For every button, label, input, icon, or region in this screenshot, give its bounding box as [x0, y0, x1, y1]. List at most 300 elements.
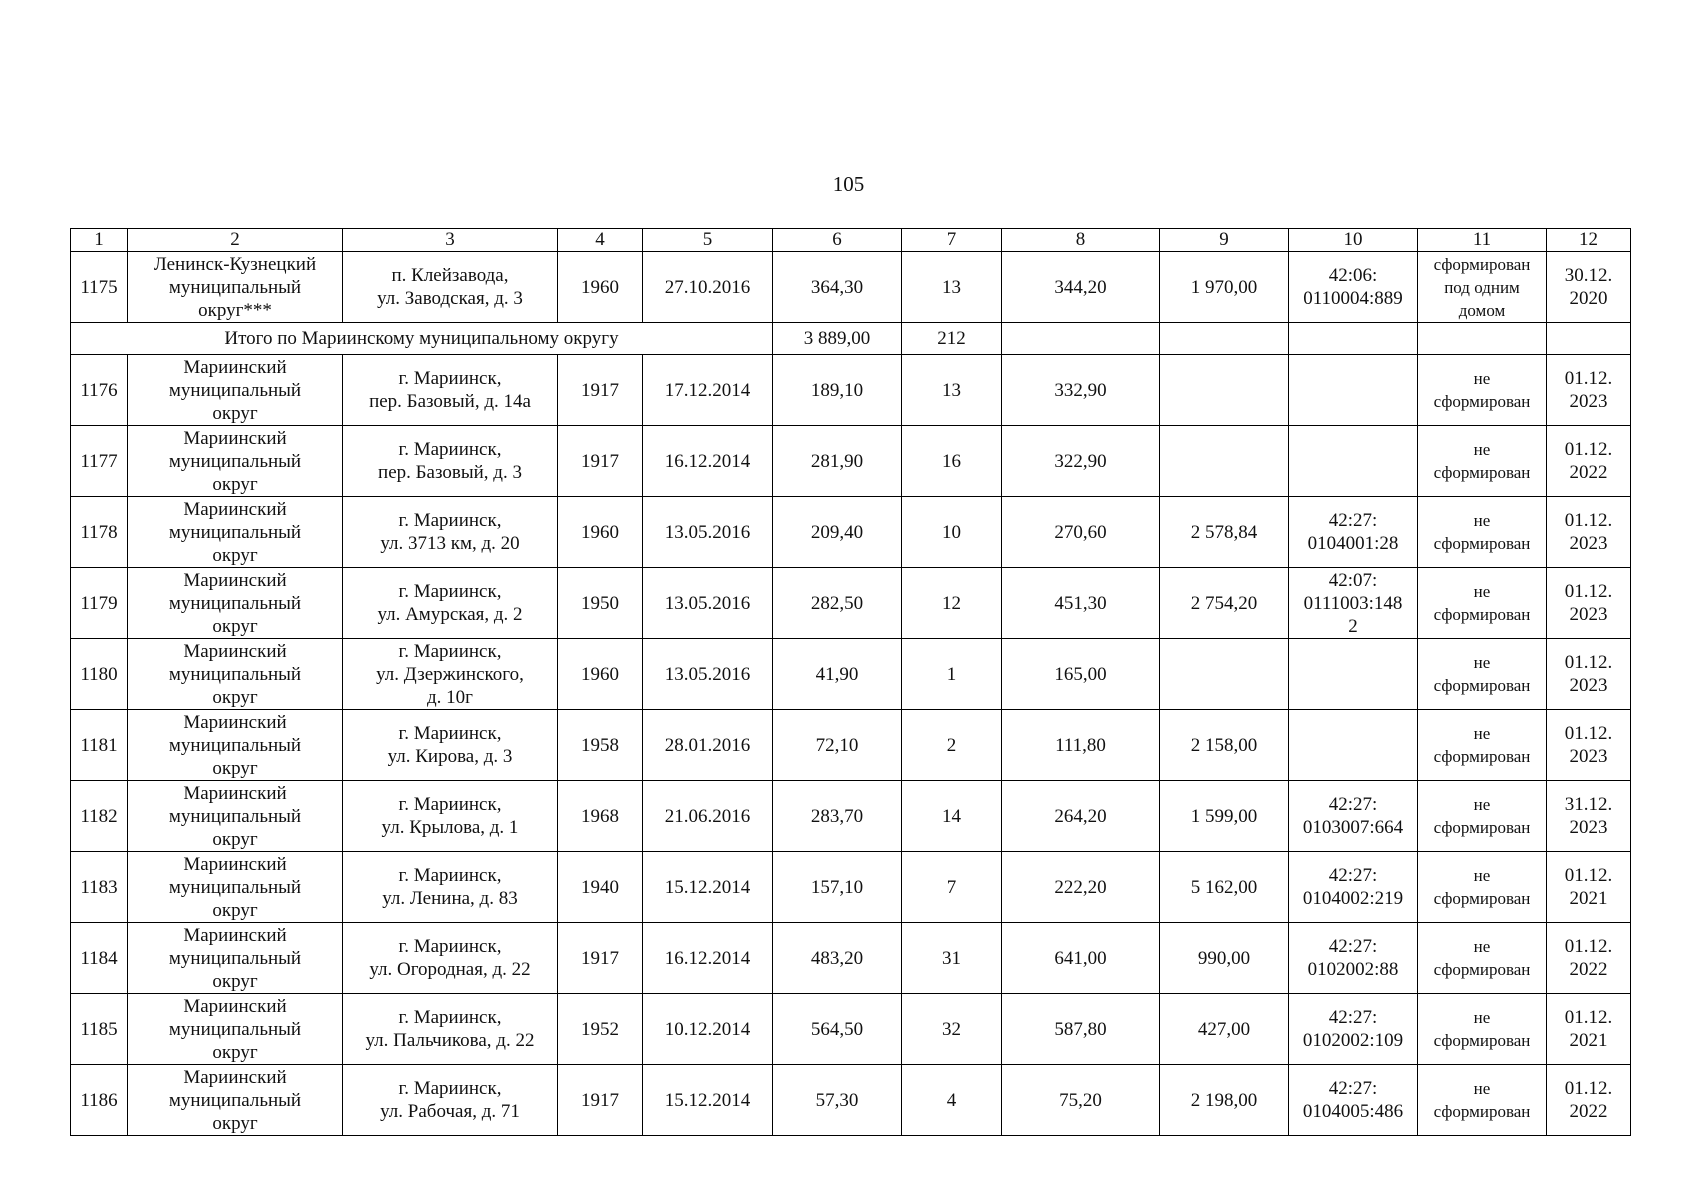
area-cell: 564,50	[773, 994, 902, 1065]
cadastral-number-cell-line: 0111003:148	[1303, 592, 1403, 614]
deadline-cell-line: 31.12.	[1564, 794, 1613, 815]
address-cell-line: ул. Огородная, д. 22	[369, 959, 531, 980]
cadastral-number-cell-line: 0104001:28	[1307, 533, 1399, 554]
cadastral-number-cell	[1289, 781, 1418, 852]
cadastral-number-cell	[1289, 252, 1418, 323]
land-status-cell-line: сформирован	[1433, 889, 1531, 908]
municipality-cell-line: округ	[212, 615, 258, 637]
year-cell: 1940	[558, 852, 643, 923]
land-status-cell	[1418, 1065, 1547, 1136]
municipality-cell-line: муниципальный	[168, 876, 302, 898]
land-status-cell	[1418, 852, 1547, 923]
cadastral-number-cell	[1289, 1065, 1418, 1136]
deadline-cell	[1547, 923, 1631, 994]
column-9-cell: 2 754,20	[1160, 568, 1289, 639]
empty-cell	[1002, 323, 1160, 355]
municipality-cell-line: Мариинский	[183, 427, 287, 449]
row-number-cell: 1178	[71, 497, 128, 568]
cadastral-number-cell-line: 42:27:	[1328, 1007, 1378, 1028]
address-cell	[343, 781, 558, 852]
municipality-cell-line: Мариинский	[183, 995, 287, 1017]
land-status-cell-line: сформирован	[1433, 605, 1531, 624]
land-status-cell-line: под одним	[1444, 277, 1520, 297]
column-9-cell	[1160, 426, 1289, 497]
address-cell-line: г. Мариинск,	[398, 794, 502, 815]
municipality-cell-line: округ	[212, 899, 258, 921]
address-cell-line: пер. Базовый, д. 3	[378, 462, 522, 483]
address-cell-line: пер. Базовый, д. 14а	[369, 391, 531, 412]
column-8-cell: 75,20	[1002, 1065, 1160, 1136]
municipality-cell-line: Мариинский	[183, 498, 287, 520]
column-9-cell	[1160, 639, 1289, 710]
address-cell-line: г. Мариинск,	[398, 581, 502, 602]
municipality-cell-line: округ	[212, 1041, 258, 1063]
land-status-cell-line: сформирован	[1433, 463, 1531, 482]
municipality-cell-line: округ	[212, 757, 258, 779]
municipality-cell-line: Мариинский	[183, 356, 287, 378]
table-row	[71, 639, 1631, 710]
municipality-cell-line: муниципальный	[168, 805, 302, 827]
deadline-cell-line: 01.12.	[1564, 652, 1613, 673]
row-number-cell: 1180	[71, 639, 128, 710]
area-cell: 41,90	[773, 639, 902, 710]
municipality-cell-line: муниципальный	[168, 947, 302, 969]
land-status-cell-line: сформирован	[1433, 818, 1531, 837]
cadastral-number-cell-line	[1293, 438, 1413, 461]
column-8-cell: 222,20	[1002, 852, 1160, 923]
land-status-cell-line: не	[1473, 795, 1491, 814]
date-cell: 15.12.2014	[643, 852, 773, 923]
land-status-cell	[1418, 639, 1547, 710]
date-cell: 13.05.2016	[643, 639, 773, 710]
deadline-cell	[1547, 710, 1631, 781]
municipality-cell-line: округ	[212, 402, 258, 424]
deadline-cell	[1547, 497, 1631, 568]
land-status-cell-line: сформирован	[1433, 747, 1531, 766]
row-number-cell: 1185	[71, 994, 128, 1065]
housing-registry-table	[70, 228, 1631, 1136]
cadastral-number-cell-line	[1293, 674, 1413, 697]
municipality-cell-line: Мариинский	[183, 924, 287, 946]
deadline-cell-line: 30.12.	[1564, 265, 1613, 286]
municipality-cell-line: округ	[212, 473, 258, 495]
residents-cell: 1	[902, 639, 1002, 710]
table-row	[71, 710, 1631, 781]
municipality-cell-line: муниципальный	[168, 379, 302, 401]
column-9-cell: 5 162,00	[1160, 852, 1289, 923]
deadline-cell-line: 2022	[1569, 462, 1608, 483]
municipality-cell-line: муниципальный	[168, 592, 302, 614]
table-row	[71, 781, 1631, 852]
address-cell-line: г. Мариинск,	[398, 439, 502, 460]
address-cell-line: ул. Рабочая, д. 71	[380, 1101, 520, 1122]
land-status-cell-line: не	[1473, 724, 1491, 743]
address-cell-line: г. Мариинск,	[398, 865, 502, 886]
cadastral-number-cell-line: 0103007:664	[1302, 817, 1404, 838]
row-number-cell: 1179	[71, 568, 128, 639]
land-status-cell	[1418, 355, 1547, 426]
municipality-cell-line: муниципальный	[168, 1089, 302, 1111]
land-status-cell-line: не	[1473, 1079, 1491, 1098]
deadline-cell-line: 2021	[1569, 1030, 1608, 1051]
column-number-cell: 7	[902, 229, 1002, 252]
land-status-cell	[1418, 568, 1547, 639]
table-row	[71, 497, 1631, 568]
year-cell: 1917	[558, 355, 643, 426]
address-cell	[343, 710, 558, 781]
row-number-cell: 1181	[71, 710, 128, 781]
column-9-cell: 427,00	[1160, 994, 1289, 1065]
column-9-cell: 2 158,00	[1160, 710, 1289, 781]
deadline-cell-line: 01.12.	[1564, 510, 1613, 531]
address-cell	[343, 923, 558, 994]
address-cell-line: д. 10г	[427, 686, 473, 708]
year-cell: 1958	[558, 710, 643, 781]
municipality-cell-line: Мариинский	[183, 782, 287, 804]
table-row	[71, 1065, 1631, 1136]
land-status-cell-line: сформирован	[1433, 676, 1531, 695]
address-cell	[343, 426, 558, 497]
table-row	[71, 252, 1631, 323]
residents-cell: 14	[902, 781, 1002, 852]
total-area-cell: 3 889,00	[773, 323, 902, 355]
land-status-cell-line: сформирован	[1433, 254, 1531, 274]
column-number-cell: 3	[343, 229, 558, 252]
column-8-cell: 332,90	[1002, 355, 1160, 426]
deadline-cell	[1547, 852, 1631, 923]
deadline-cell-line: 01.12.	[1564, 1078, 1613, 1099]
municipality-cell-line: муниципальный	[168, 521, 302, 543]
cadastral-number-cell	[1289, 639, 1418, 710]
area-cell: 283,70	[773, 781, 902, 852]
cadastral-number-cell	[1289, 568, 1418, 639]
area-cell: 72,10	[773, 710, 902, 781]
cadastral-number-cell	[1289, 426, 1418, 497]
deadline-cell	[1547, 994, 1631, 1065]
land-status-cell-line: не	[1473, 369, 1491, 388]
deadline-cell-line: 2022	[1569, 1101, 1608, 1122]
municipality-cell	[128, 994, 343, 1065]
address-cell-line: п. Клейзавода,	[391, 265, 509, 286]
address-cell-line: г. Мариинск,	[398, 640, 502, 662]
column-number-cell: 5	[643, 229, 773, 252]
date-cell: 27.10.2016	[643, 252, 773, 323]
cadastral-number-cell-line	[1293, 390, 1413, 413]
cadastral-number-cell-line: 42:27:	[1328, 936, 1378, 957]
area-cell: 189,10	[773, 355, 902, 426]
area-cell: 483,20	[773, 923, 902, 994]
cadastral-number-cell-line	[1293, 367, 1413, 390]
municipality-cell-line: округ	[212, 544, 258, 566]
column-8-cell: 165,00	[1002, 639, 1160, 710]
residents-cell: 31	[902, 923, 1002, 994]
table-row	[71, 426, 1631, 497]
address-cell-line: г. Мариинск,	[398, 1078, 502, 1099]
land-status-cell	[1418, 994, 1547, 1065]
municipality-cell-line: округ	[212, 828, 258, 850]
municipality-cell-line: Мариинский	[183, 853, 287, 875]
municipality-cell	[128, 426, 343, 497]
residents-cell: 32	[902, 994, 1002, 1065]
year-cell: 1917	[558, 923, 643, 994]
deadline-cell-line: 2023	[1569, 817, 1608, 838]
municipality-cell-line: муниципальный	[168, 276, 302, 298]
area-cell: 282,50	[773, 568, 902, 639]
total-row	[71, 323, 1631, 355]
municipality-cell	[128, 852, 343, 923]
municipality-cell-line: Мариинский	[183, 569, 287, 591]
row-number-cell: 1184	[71, 923, 128, 994]
municipality-cell-line: муниципальный	[168, 734, 302, 756]
year-cell: 1917	[558, 426, 643, 497]
deadline-cell	[1547, 252, 1631, 323]
column-8-cell: 587,80	[1002, 994, 1160, 1065]
land-status-cell	[1418, 923, 1547, 994]
municipality-cell	[128, 781, 343, 852]
cadastral-number-cell	[1289, 710, 1418, 781]
column-number-cell: 2	[128, 229, 343, 252]
municipality-cell	[128, 252, 343, 323]
deadline-cell	[1547, 355, 1631, 426]
area-cell: 281,90	[773, 426, 902, 497]
column-8-cell: 344,20	[1002, 252, 1160, 323]
cadastral-number-cell-line: 0102002:88	[1307, 959, 1399, 980]
column-9-cell: 1 970,00	[1160, 252, 1289, 323]
column-number-cell: 12	[1547, 229, 1631, 252]
address-cell-line: ул. 3713 км, д. 20	[380, 533, 520, 554]
area-cell: 364,30	[773, 252, 902, 323]
cadastral-number-cell-line: 0104005:486	[1302, 1101, 1404, 1122]
row-number-cell: 1182	[71, 781, 128, 852]
municipality-cell-line: округ***	[198, 299, 272, 321]
address-cell	[343, 497, 558, 568]
cadastral-number-cell-line: 42:27:	[1328, 510, 1378, 531]
residents-cell: 4	[902, 1065, 1002, 1136]
deadline-cell-line: 2020	[1569, 288, 1608, 309]
residents-cell: 10	[902, 497, 1002, 568]
empty-cell	[1160, 323, 1289, 355]
address-cell	[343, 994, 558, 1065]
residents-cell: 13	[902, 355, 1002, 426]
municipality-cell-line: Мариинский	[183, 1066, 287, 1088]
column-number-cell: 8	[1002, 229, 1160, 252]
cadastral-number-cell-line: 2	[1348, 615, 1358, 637]
year-cell: 1960	[558, 639, 643, 710]
municipality-cell-line: Ленинск-Кузнецкий	[153, 253, 317, 275]
total-label: Итого по Мариинскому муниципальному округу	[71, 323, 773, 355]
column-8-cell: 111,80	[1002, 710, 1160, 781]
column-8-cell: 322,90	[1002, 426, 1160, 497]
deadline-cell-line: 01.12.	[1564, 723, 1613, 744]
date-cell: 15.12.2014	[643, 1065, 773, 1136]
column-8-cell: 264,20	[1002, 781, 1160, 852]
year-cell: 1960	[558, 497, 643, 568]
address-cell-line: ул. Амурская, д. 2	[377, 604, 523, 625]
address-cell	[343, 355, 558, 426]
deadline-cell-line: 01.12.	[1564, 368, 1613, 389]
residents-cell: 2	[902, 710, 1002, 781]
address-cell	[343, 568, 558, 639]
column-number-cell: 10	[1289, 229, 1418, 252]
date-cell: 16.12.2014	[643, 426, 773, 497]
column-8-cell: 270,60	[1002, 497, 1160, 568]
land-status-cell	[1418, 497, 1547, 568]
address-cell-line: ул. Ленина, д. 83	[382, 888, 518, 909]
cadastral-number-cell-line: 0104002:219	[1302, 888, 1404, 909]
land-status-cell-line: сформирован	[1433, 392, 1531, 411]
date-cell: 13.05.2016	[643, 568, 773, 639]
address-cell-line: г. Мариинск,	[398, 1007, 502, 1028]
address-cell	[343, 1065, 558, 1136]
deadline-cell	[1547, 1065, 1631, 1136]
row-number-cell: 1175	[71, 252, 128, 323]
year-cell: 1952	[558, 994, 643, 1065]
land-status-cell-line: не	[1473, 440, 1491, 459]
cadastral-number-cell-line: 0110004:889	[1303, 288, 1403, 309]
table-row	[71, 994, 1631, 1065]
date-cell: 17.12.2014	[643, 355, 773, 426]
row-number-cell: 1176	[71, 355, 128, 426]
column-number-cell: 11	[1418, 229, 1547, 252]
land-status-cell-line: не	[1473, 937, 1491, 956]
municipality-cell-line: округ	[212, 1112, 258, 1134]
land-status-cell-line: сформирован	[1433, 1031, 1531, 1050]
municipality-cell-line: округ	[212, 686, 258, 708]
cadastral-number-cell-line	[1293, 461, 1413, 484]
deadline-cell	[1547, 639, 1631, 710]
table-row	[71, 852, 1631, 923]
date-cell: 13.05.2016	[643, 497, 773, 568]
land-status-cell-line: сформирован	[1433, 1102, 1531, 1121]
address-cell-line: ул. Пальчикова, д. 22	[365, 1030, 535, 1051]
residents-cell: 12	[902, 568, 1002, 639]
year-cell: 1968	[558, 781, 643, 852]
deadline-cell	[1547, 781, 1631, 852]
column-9-cell: 2 578,84	[1160, 497, 1289, 568]
cadastral-number-cell-line	[1293, 745, 1413, 768]
table-row	[71, 923, 1631, 994]
address-cell	[343, 639, 558, 710]
column-9-cell	[1160, 355, 1289, 426]
deadline-cell-line: 2023	[1569, 533, 1608, 554]
municipality-cell	[128, 497, 343, 568]
municipality-cell	[128, 923, 343, 994]
empty-cell	[1418, 323, 1547, 355]
municipality-cell	[128, 639, 343, 710]
column-number-row	[71, 229, 1631, 252]
cadastral-number-cell-line	[1293, 722, 1413, 745]
land-status-cell	[1418, 252, 1547, 323]
column-9-cell: 2 198,00	[1160, 1065, 1289, 1136]
deadline-cell-line: 01.12.	[1564, 865, 1613, 886]
cadastral-number-cell	[1289, 994, 1418, 1065]
deadline-cell-line: 01.12.	[1564, 581, 1613, 602]
cadastral-number-cell-line: 42:27:	[1328, 794, 1378, 815]
deadline-cell-line: 2023	[1569, 746, 1608, 767]
land-status-cell-line: не	[1473, 511, 1491, 530]
address-cell-line: ул. Заводская, д. 3	[377, 288, 523, 309]
date-cell: 10.12.2014	[643, 994, 773, 1065]
cadastral-number-cell-line: 42:27:	[1328, 1078, 1378, 1099]
deadline-cell-line: 2021	[1569, 888, 1608, 909]
cadastral-number-cell	[1289, 852, 1418, 923]
cadastral-number-cell	[1289, 355, 1418, 426]
land-status-cell-line: сформирован	[1433, 534, 1531, 553]
residents-cell: 13	[902, 252, 1002, 323]
table-row	[71, 568, 1631, 639]
column-number-cell: 1	[71, 229, 128, 252]
deadline-cell-line: 01.12.	[1564, 936, 1613, 957]
cadastral-number-cell-line	[1293, 651, 1413, 674]
deadline-cell-line: 2023	[1569, 391, 1608, 412]
table-row	[71, 355, 1631, 426]
date-cell: 28.01.2016	[643, 710, 773, 781]
total-residents-cell: 212	[902, 323, 1002, 355]
empty-cell	[1547, 323, 1631, 355]
page-number: 105	[832, 172, 865, 196]
address-cell-line: г. Мариинск,	[398, 510, 502, 531]
residents-cell: 7	[902, 852, 1002, 923]
land-status-cell-line: сформирован	[1433, 960, 1531, 979]
deadline-cell-line: 2023	[1569, 604, 1608, 625]
address-cell-line: ул. Крылова, д. 1	[381, 817, 519, 838]
address-cell-line: г. Мариинск,	[398, 723, 502, 744]
land-status-cell	[1418, 426, 1547, 497]
land-status-cell-line: не	[1473, 1008, 1491, 1027]
cadastral-number-cell	[1289, 923, 1418, 994]
address-cell-line: г. Мариинск,	[398, 936, 502, 957]
deadline-cell	[1547, 568, 1631, 639]
municipality-cell-line: Мариинский	[183, 640, 287, 662]
land-status-cell	[1418, 781, 1547, 852]
cadastral-number-cell	[1289, 497, 1418, 568]
area-cell: 57,30	[773, 1065, 902, 1136]
column-number-cell: 6	[773, 229, 902, 252]
column-number-cell: 9	[1160, 229, 1289, 252]
land-status-cell-line: не	[1473, 582, 1491, 601]
land-status-cell-line: домом	[1458, 300, 1506, 320]
empty-cell	[1289, 323, 1418, 355]
deadline-cell-line: 2023	[1569, 675, 1608, 696]
municipality-cell-line: округ	[212, 970, 258, 992]
municipality-cell-line: Мариинский	[183, 711, 287, 733]
year-cell: 1950	[558, 568, 643, 639]
address-cell-line: г. Мариинск,	[398, 368, 502, 389]
land-status-cell	[1418, 710, 1547, 781]
cadastral-number-cell-line: 42:06:	[1328, 265, 1378, 286]
deadline-cell-line: 01.12.	[1564, 439, 1613, 460]
address-cell	[343, 852, 558, 923]
land-status-cell-line: не	[1473, 866, 1491, 885]
deadline-cell-line: 01.12.	[1564, 1007, 1613, 1028]
area-cell: 209,40	[773, 497, 902, 568]
area-cell: 157,10	[773, 852, 902, 923]
column-number-cell: 4	[558, 229, 643, 252]
cadastral-number-cell-line: 0102002:109	[1302, 1030, 1404, 1051]
deadline-cell-line: 2022	[1569, 959, 1608, 980]
year-cell: 1960	[558, 252, 643, 323]
column-8-cell: 451,30	[1002, 568, 1160, 639]
municipality-cell	[128, 355, 343, 426]
column-8-cell: 641,00	[1002, 923, 1160, 994]
date-cell: 21.06.2016	[643, 781, 773, 852]
cadastral-number-cell-line: 42:27:	[1328, 865, 1378, 886]
row-number-cell: 1183	[71, 852, 128, 923]
row-number-cell: 1186	[71, 1065, 128, 1136]
address-cell-line: ул. Кирова, д. 3	[387, 746, 513, 767]
municipality-cell	[128, 1065, 343, 1136]
municipality-cell-line: муниципальный	[168, 663, 302, 685]
